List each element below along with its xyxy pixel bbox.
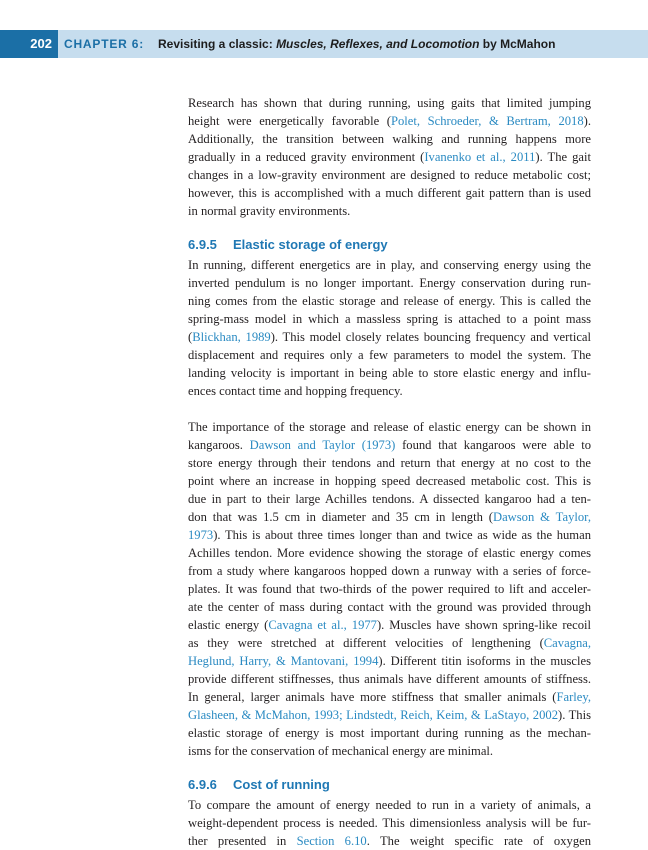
text-line xyxy=(188,796,591,814)
text-line xyxy=(188,148,591,166)
paragraph xyxy=(188,796,591,850)
text-line xyxy=(188,814,591,832)
text-segment: don that was 1.5 cm in diameter and 35 cm in length ( xyxy=(188,510,493,524)
text-line xyxy=(188,724,591,742)
text-line xyxy=(188,832,591,850)
text-segment: found that kangaroos were able to xyxy=(395,438,591,452)
text-line xyxy=(188,742,591,760)
text-segment: height were energetically favorable ( xyxy=(188,114,391,128)
text-segment: ther presented in xyxy=(188,834,297,848)
text-segment: point where an increase in hopping speed decreased metabolic cost. This is xyxy=(188,474,591,488)
text-segment: weight-dependent process is needed. This dimensionless analysis will be fur- xyxy=(188,816,591,830)
text-line xyxy=(188,256,591,274)
citation-link[interactable]: Section 6.10 xyxy=(296,834,367,848)
text-segment: ning comes from the elastic storage and release of energy. This is called the xyxy=(188,294,591,308)
citation-link[interactable]: Dawson & Taylor, xyxy=(492,510,591,524)
text-segment: Achilles tendon. More evidence showing the storage of elastic energy comes xyxy=(188,546,591,560)
section-heading xyxy=(188,776,591,794)
text-line xyxy=(188,274,591,292)
section-number: 6.9.6 xyxy=(188,777,217,792)
text-line xyxy=(188,508,591,526)
section-title: Cost of running xyxy=(233,777,330,792)
text-segment: plates. It was found that two-thirds of the power required to lift and acceler- xyxy=(188,582,591,596)
text-line xyxy=(188,706,591,724)
text-line xyxy=(188,184,591,202)
text-segment: ). The gait xyxy=(535,150,591,164)
paragraph xyxy=(188,256,591,400)
text-line xyxy=(188,94,591,112)
text-segment: ences contact time and hopping frequency. xyxy=(188,384,403,398)
title-suffix: by McMahon xyxy=(479,37,556,51)
text-line xyxy=(188,436,591,454)
text-line xyxy=(188,130,591,148)
text-segment: isms for the conservation of mechanical energy are minimal. xyxy=(188,744,494,758)
text-segment: gradually in a reduced gravity environment ( xyxy=(188,150,425,164)
text-segment: inverted pendulum is no longer important. Energy conservation during run- xyxy=(188,276,591,290)
text-segment: . The weight specific rate of oxygen xyxy=(366,834,592,848)
paragraph xyxy=(188,418,591,760)
text-line xyxy=(188,166,591,184)
text-segment: Additionally, the transition between walking and running happens more xyxy=(188,132,591,146)
text-segment: elastic storage of energy is most important during running as the mechan- xyxy=(188,726,591,740)
text-line xyxy=(188,490,591,508)
text-segment: The importance of the storage and release of elastic energy can be shown in xyxy=(188,420,591,434)
title-prefix: Revisiting a classic: xyxy=(158,37,277,51)
citation-link[interactable]: 1973 xyxy=(188,528,214,542)
citation-link[interactable]: Cavagna, xyxy=(543,636,591,650)
paragraph xyxy=(188,94,591,220)
text-line xyxy=(188,598,591,616)
text-segment: In running, different energetics are in play, and conserving energy using the xyxy=(188,258,591,272)
citation-link[interactable]: Blickhan, 1989 xyxy=(192,330,271,344)
text-segment: ). This model closely relates bouncing frequency and vertical xyxy=(270,330,592,344)
text-line xyxy=(188,202,591,220)
text-segment: ). This is about three times longer than and twice as wide as the human xyxy=(213,528,591,542)
text-line xyxy=(188,652,591,670)
text-segment: spring-mass model in which a massless spring is attached to a point mass xyxy=(188,312,591,326)
running-header xyxy=(0,30,648,58)
text-segment: elastic energy ( xyxy=(188,618,269,632)
section-heading xyxy=(188,236,591,254)
text-line xyxy=(188,112,591,130)
text-line xyxy=(188,328,591,346)
text-line xyxy=(188,562,591,580)
text-line xyxy=(188,670,591,688)
text-segment: ). Muscles have shown spring-like recoil xyxy=(376,618,592,632)
title-italic: Muscles, Reflexes, and Locomotion xyxy=(276,37,480,51)
text-line xyxy=(188,634,591,652)
citation-link[interactable]: Ivanenko et al., 2011 xyxy=(424,150,536,164)
text-line xyxy=(188,454,591,472)
text-segment: as they were stretched at different velocities of lengthening ( xyxy=(188,636,544,650)
citation-link[interactable]: Glasheen, & McMahon, 1993; Lindstedt, Reich, Keim, & LaStayo, 2002 xyxy=(188,708,558,722)
chapter-label: CHAPTER 6: xyxy=(64,37,145,51)
text-segment: Research has shown that during running, using gaits that limited jumping xyxy=(188,96,591,110)
text-line xyxy=(188,580,591,598)
text-segment: provide different stiffnesses, thus animals have different amounts of stiffness. xyxy=(188,672,591,686)
citation-link[interactable]: Dawson and Taylor (1973) xyxy=(249,438,396,452)
text-line xyxy=(188,688,591,706)
text-line xyxy=(188,310,591,328)
text-line xyxy=(188,292,591,310)
section-title: Elastic storage of energy xyxy=(233,237,388,252)
text-segment: ( xyxy=(188,330,193,344)
chapter-title xyxy=(158,30,555,58)
text-segment: ). This xyxy=(558,708,591,722)
text-segment: ). Different titin isoforms in the muscles xyxy=(378,654,591,668)
text-line xyxy=(188,616,591,634)
text-line xyxy=(188,526,591,544)
text-line xyxy=(188,382,591,400)
text-line xyxy=(188,364,591,382)
text-segment: To compare the amount of energy needed to run in a variety of animals, a xyxy=(188,798,591,812)
citation-link[interactable]: Heglund, Harry, & Mantovani, 1994 xyxy=(188,654,379,668)
text-line xyxy=(188,418,591,436)
text-segment: due in part to their large Achilles tendons. A dissected kangaroo had a ten- xyxy=(188,492,591,506)
page-body xyxy=(188,94,591,850)
citation-link[interactable]: Farley, xyxy=(556,690,591,704)
text-segment: store energy through their tendons and return that energy at no cost to the xyxy=(188,456,591,470)
text-segment: displacement and requires only a few parameters to model the system. The xyxy=(188,348,591,362)
text-segment: In general, larger animals have more stiffness that smaller animals ( xyxy=(188,690,557,704)
text-segment: changes in a low-gravity environment are designed to reduce metabolic cost; xyxy=(188,168,591,182)
text-line xyxy=(188,544,591,562)
text-segment: however, this is accomplished with a much different gait pattern than is used xyxy=(188,186,591,200)
text-segment: landing velocity is important in being able to store elastic energy and influ- xyxy=(188,366,591,380)
section-number: 6.9.5 xyxy=(188,237,217,252)
citation-link[interactable]: Polet, Schroeder, & Bertram, 2018 xyxy=(391,114,584,128)
page-number: 202 xyxy=(0,30,58,58)
citation-link[interactable]: Cavagna et al., 1977 xyxy=(268,618,377,632)
text-line xyxy=(188,346,591,364)
paragraph-gap xyxy=(188,400,591,418)
text-line xyxy=(188,472,591,490)
text-segment: in normal gravity environments. xyxy=(188,204,351,218)
text-segment: ate the center of mass during contact with the ground was provided through xyxy=(188,600,591,614)
text-segment: ). xyxy=(583,114,591,128)
text-segment: kangaroos. xyxy=(188,438,250,452)
text-segment: from a study where kangaroos hopped down a runway with a series of force- xyxy=(188,564,591,578)
